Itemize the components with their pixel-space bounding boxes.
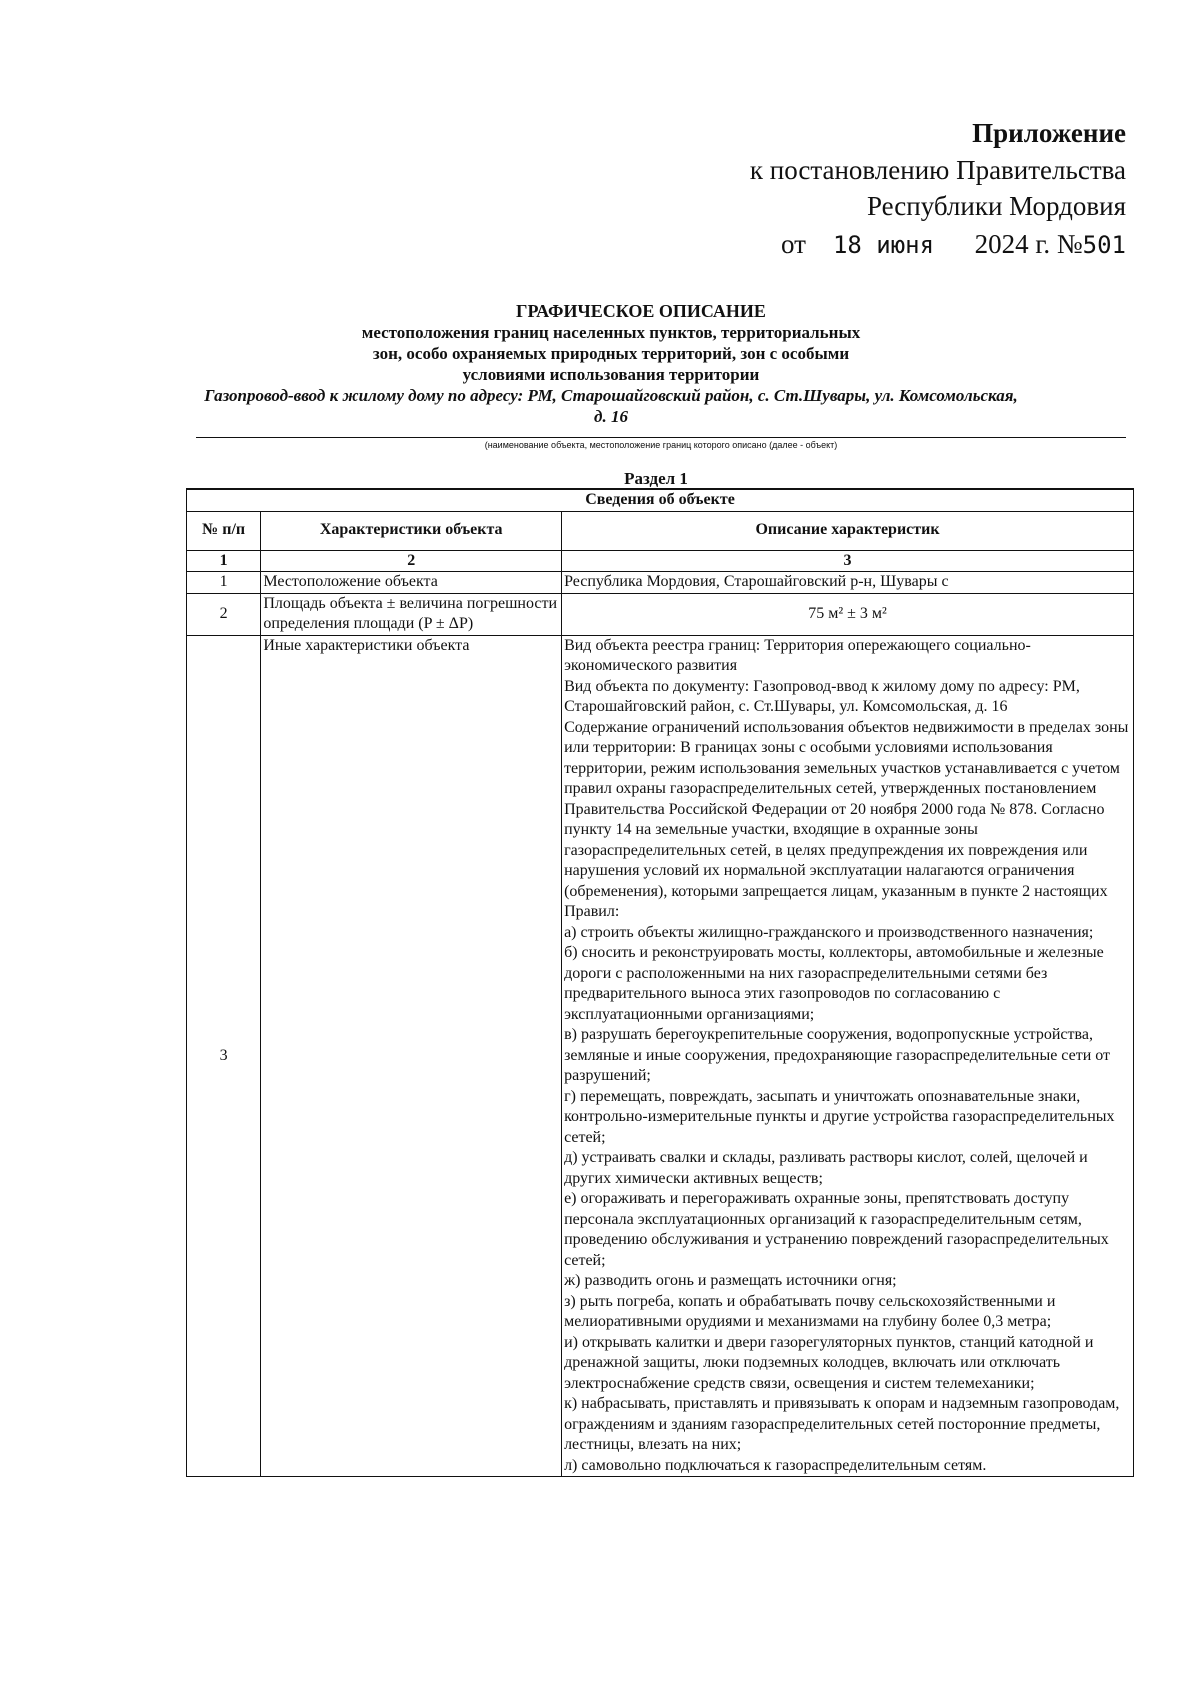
restriction-item: ж) разводить огонь и размещать источники огня;: [564, 1272, 897, 1289]
table-header-row: [187, 511, 1134, 550]
restriction-item: к) набрасывать, приставлять и привязывать к опорам и надземным газопроводам, ограждениям и зданиям газораспределительных сетей посторонние предметы, лестницы, влезать на них;: [564, 1395, 1120, 1453]
object-name-underline: [196, 437, 1126, 438]
row-characteristic: Иные характеристики объекта: [261, 635, 562, 1477]
document-heading: [186, 300, 1126, 427]
table-row: [187, 572, 1134, 594]
restriction-item: л) самовольно подключаться к газораспределительным сетям.: [564, 1456, 987, 1474]
section-title: Раздел 1: [624, 469, 688, 488]
index-cell: 1: [187, 550, 261, 572]
header-characteristic: Характеристики объекта: [261, 511, 562, 550]
subtitle-line: зон, особо охраняемых природных территорий, зон с особыми: [372, 344, 850, 363]
appendix-title: Приложение: [972, 118, 1126, 148]
restriction-item: б) сносить и реконструировать мосты, коллекторы, автомобильные и железные дороги с расположенными на них газораспределительными сетями без предварительного выноса этих газопроводов по согласованию с эксплуатационными организациями;: [564, 944, 1104, 1023]
row-number: 3: [187, 635, 261, 1477]
object-name-line: Газопровод-ввод к жилому дому по адресу: РМ, Старошайговский район, с. Ст.Шувары, ул. Комсомольская,: [204, 386, 1018, 405]
appendix-line-2: Республики Мордовия: [866, 191, 1126, 221]
row-number: 1: [187, 572, 261, 594]
appendix-date: [606, 224, 1126, 265]
table-index-row: [187, 550, 1134, 572]
restriction-item: з) рыть погреба, копать и обрабатывать почву сельскохозяйственными и мелиоративными орудиями и механизмами на глубину более 0,3 метра;: [564, 1292, 1056, 1330]
decree-number: 501: [1082, 231, 1126, 259]
row-description: Республика Мордовия, Старошайговский р-н, Шувары с: [562, 572, 1134, 594]
date-prefix: от: [780, 229, 806, 259]
appendix-line-1: к постановлению Правительства: [749, 155, 1126, 185]
restriction-item: г) перемещать, повреждать, засыпать и уничтожать опознавательные знаки, контрольно-измерительные пункты и другие устройства газораспределительных сетей;: [564, 1087, 1115, 1146]
table-caption: Сведения об объекте: [187, 489, 1134, 511]
subtitle-line: условиями использования территории: [462, 365, 760, 384]
restriction-item: в) разрушать берегоукрепительные сооружения, водопропускные устройства, земляные и иные сооружения, предохраняющие газораспределительные сети от разрушений;: [564, 1026, 1111, 1084]
object-name-caption: (наименование объекта, местоположение границ которого описано (далее - объект): [484, 440, 838, 450]
restriction-item: а) строить объекты жилищно-гражданского и производственного назначения;: [564, 923, 1094, 941]
table-row: [187, 635, 1134, 1477]
object-name-line: д. 16: [594, 407, 628, 426]
header-number: № п/п: [187, 511, 261, 550]
document-title: ГРАФИЧЕСКОЕ ОПИСАНИЕ: [516, 301, 766, 321]
index-cell: 2: [261, 550, 562, 572]
table-caption-row: [187, 489, 1134, 511]
subtitle-line: местоположения границ населенных пунктов, территориальных: [361, 323, 861, 342]
row-number: 2: [187, 593, 261, 635]
description-paragraph: Содержание ограничений использования объектов недвижимости в пределах зоны или территории: В границах зоны с особыми условиями использования территории, режим использования земельных участков устанавливается с учетом правил охраны газораспределительных сетей, утвержденных постановлением Правительства Российской Федерации от 20 ноября 2000 года № 878. Согласно пункту 14 на земельные участки, входящие в охранные зоны газораспределительных сетей, в целях предупреждения их повреждения или нарушения условий их нормальной эксплуатации налагаются ограничения (обременения), которыми запрещается лицам, указанным в пункте 2 настоящих Правил:: [564, 718, 1129, 920]
row-description: [562, 635, 1134, 1477]
header-description: Описание характеристик: [562, 511, 1134, 550]
row-characteristic: Площадь объекта ± величина погрешности определения площади (P ± ΔP): [261, 593, 562, 635]
row-characteristic: Местоположение объекта: [261, 572, 562, 594]
date-day: 18 июня: [832, 231, 935, 259]
description-paragraph: Вид объекта по документу: Газопровод-ввод к жилому дому по адресу: РМ, Старошайговский район, с. Ст.Шувары, ул. Комсомольская, д. 16: [564, 677, 1080, 715]
restriction-item: е) огораживать и перегораживать охранные зоны, препятствовать доступу персонала эксплуатационных организаций к газораспределительным сетям, проведению обслуживания и устранению повреждений газораспределительных сетей;: [564, 1190, 1109, 1269]
object-info-table: [186, 488, 1134, 1477]
description-paragraph: Вид объекта реестра границ: Территория опережающего социально-экономического развития: [564, 636, 1031, 674]
appendix-block: [606, 114, 1126, 265]
index-cell: 3: [562, 550, 1134, 572]
date-year: 2024 г. №: [974, 229, 1083, 259]
restriction-item: д) устраивать свалки и склады, разливать растворы кислот, солей, щелочей и других химически активных веществ;: [564, 1149, 1088, 1187]
row-description: 75 м² ± 3 м²: [562, 593, 1134, 635]
restriction-item: и) открывать калитки и двери газорегуляторных пунктов, станций катодной и дренажной защиты, люки подземных колодцев, включать или отключать электроснабжение средств связи, освещения и систем телемеханики;: [564, 1333, 1094, 1392]
table-row: [187, 593, 1134, 635]
